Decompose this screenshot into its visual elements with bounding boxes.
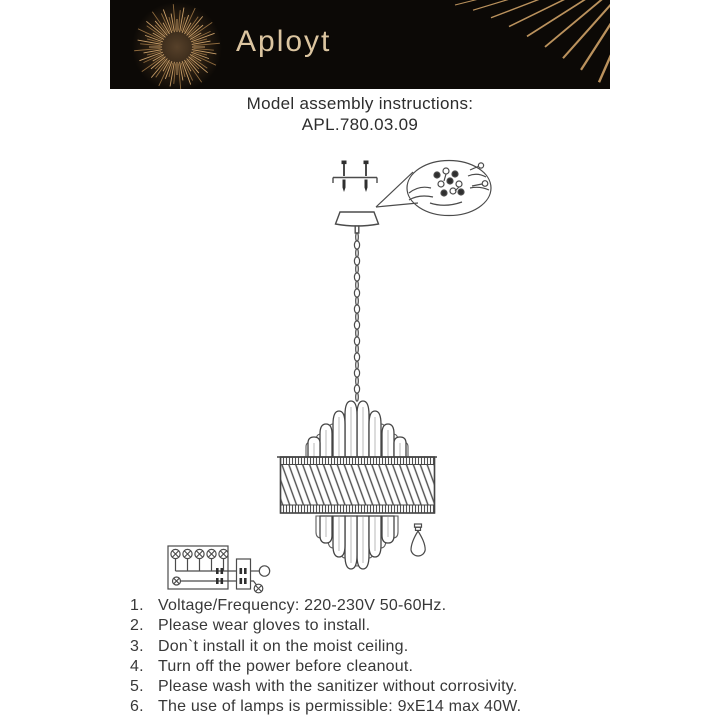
item-number: 1. [130,597,144,614]
page-title: Model assembly instructions: [246,94,474,113]
item-text: Turn off the power before cleanout. [158,657,414,675]
banner-artwork [110,0,610,89]
item-text: The use of lamps is permissible: 9xE14 max 40W. [158,698,522,716]
wire-nuts-cluster [434,168,464,196]
upper-crystal-blades [306,401,408,459]
ceiling-canopy [336,212,379,233]
e14-bulb-icon [411,524,425,556]
suspension-chain [354,233,359,401]
corner-rays-decoration [455,0,610,89]
wiring-schematic [168,546,270,593]
item-number: 2. [130,617,144,635]
title-block [0,93,720,135]
mounting-screws-icon [333,161,377,193]
pleated-drum-shade [277,457,437,513]
brand-banner [110,0,610,89]
instruction-item [130,596,600,616]
item-text: Please wash with the sanitizer without corrosivity. [158,678,518,696]
item-text: Voltage/Frequency: 220-230V 50-60Hz. [158,597,447,614]
item-number: 5. [130,678,144,696]
lower-crystal-blades [316,516,398,569]
item-number: 3. [130,637,144,655]
brand-name: Aployt [236,25,332,58]
starburst-glow [132,2,222,89]
item-text: Please wear gloves to install. [158,617,371,635]
instruction-item [130,677,600,697]
item-number: 4. [130,657,144,675]
wire-connection-callout [376,161,491,216]
chandelier-assembly-diagram [100,145,620,605]
instruction-list [130,596,600,718]
item-number: 6. [130,698,144,716]
instruction-item [130,616,600,636]
instruction-item [130,637,600,657]
model-number: APL.780.03.09 [301,115,419,134]
instruction-item [130,697,600,717]
item-text: Don`t install it on the moist ceiling. [158,637,409,655]
instruction-item [130,657,600,677]
